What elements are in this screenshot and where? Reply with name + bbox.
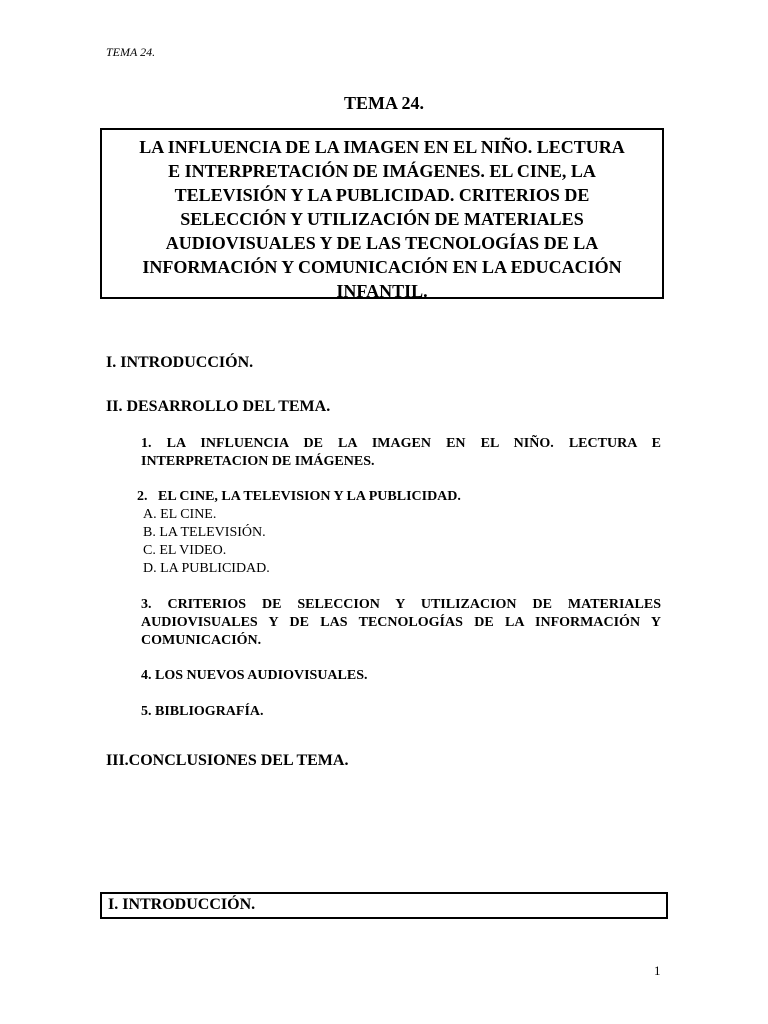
topic-title-box (100, 128, 664, 299)
topic-title-line: INFANTIL. (336, 281, 428, 301)
outline-item-3-line: 3. CRITERIOS DE SELECCION Y UTILIZACION DE MATERIALES (141, 597, 661, 612)
subitem-video: C. EL VIDEO. (143, 543, 227, 558)
outline-item-1-line: 1. LA INFLUENCIA DE LA IMAGEN EN EL NIÑO. LECTURA E (141, 436, 661, 451)
outline-item-3-line: COMUNICACIÓN. (141, 633, 262, 648)
outline-development-heading: II. DESARROLLO DEL TEMA. (106, 398, 331, 415)
topic-title-line: SELECCIÓN Y UTILIZACIÓN DE MATERIALES (180, 209, 584, 229)
topic-title-line: AUDIOVISUALES Y DE LAS TECNOLOGÍAS DE LA (165, 233, 599, 253)
outline-item-2: 2. EL CINE, LA TELEVISION Y LA PUBLICIDAD. (137, 489, 461, 504)
subitem-advertising: D. LA PUBLICIDAD. (143, 561, 270, 576)
subitem-television: B. LA TELEVISIÓN. (143, 525, 266, 540)
outline-conclusions-heading: III.CONCLUSIONES DEL TEMA. (106, 752, 349, 769)
topic-title-line: E INTERPRETACIÓN DE IMÁGENES. EL CINE, LA (168, 161, 596, 181)
topic-title-line: LA INFLUENCIA DE LA IMAGEN EN EL NIÑO. LECTURA (139, 137, 625, 157)
outline-item-3 (141, 596, 661, 650)
topic-title-line: INFORMACIÓN Y COMUNICACIÓN EN LA EDUCACIÓN (142, 257, 622, 277)
subitem-cinema: A. EL CINE. (143, 507, 217, 522)
page-number: 1 (654, 963, 661, 978)
page-title: TEMA 24. (343, 93, 424, 113)
section-heading-box: I. INTRODUCCIÓN. (100, 892, 668, 919)
outline-item-3-line: AUDIOVISUALES Y DE LAS TECNOLOGÍAS DE LA INFORMACIÓN Y (141, 615, 661, 630)
outline-intro-heading: I. INTRODUCCIÓN. (106, 354, 254, 371)
running-header: TEMA 24. (106, 45, 156, 59)
outline-item-4: 4. LOS NUEVOS AUDIOVISUALES. (141, 668, 368, 683)
outline-item-1-line: INTERPRETACION DE IMÁGENES. (141, 454, 375, 469)
outline-item-1 (141, 435, 661, 471)
outline-item-5: 5. BIBLIOGRAFÍA. (141, 704, 264, 719)
outline-item-2-subitems (143, 506, 270, 578)
topic-title-line: TELEVISIÓN Y LA PUBLICIDAD. CRITERIOS DE (174, 185, 590, 205)
